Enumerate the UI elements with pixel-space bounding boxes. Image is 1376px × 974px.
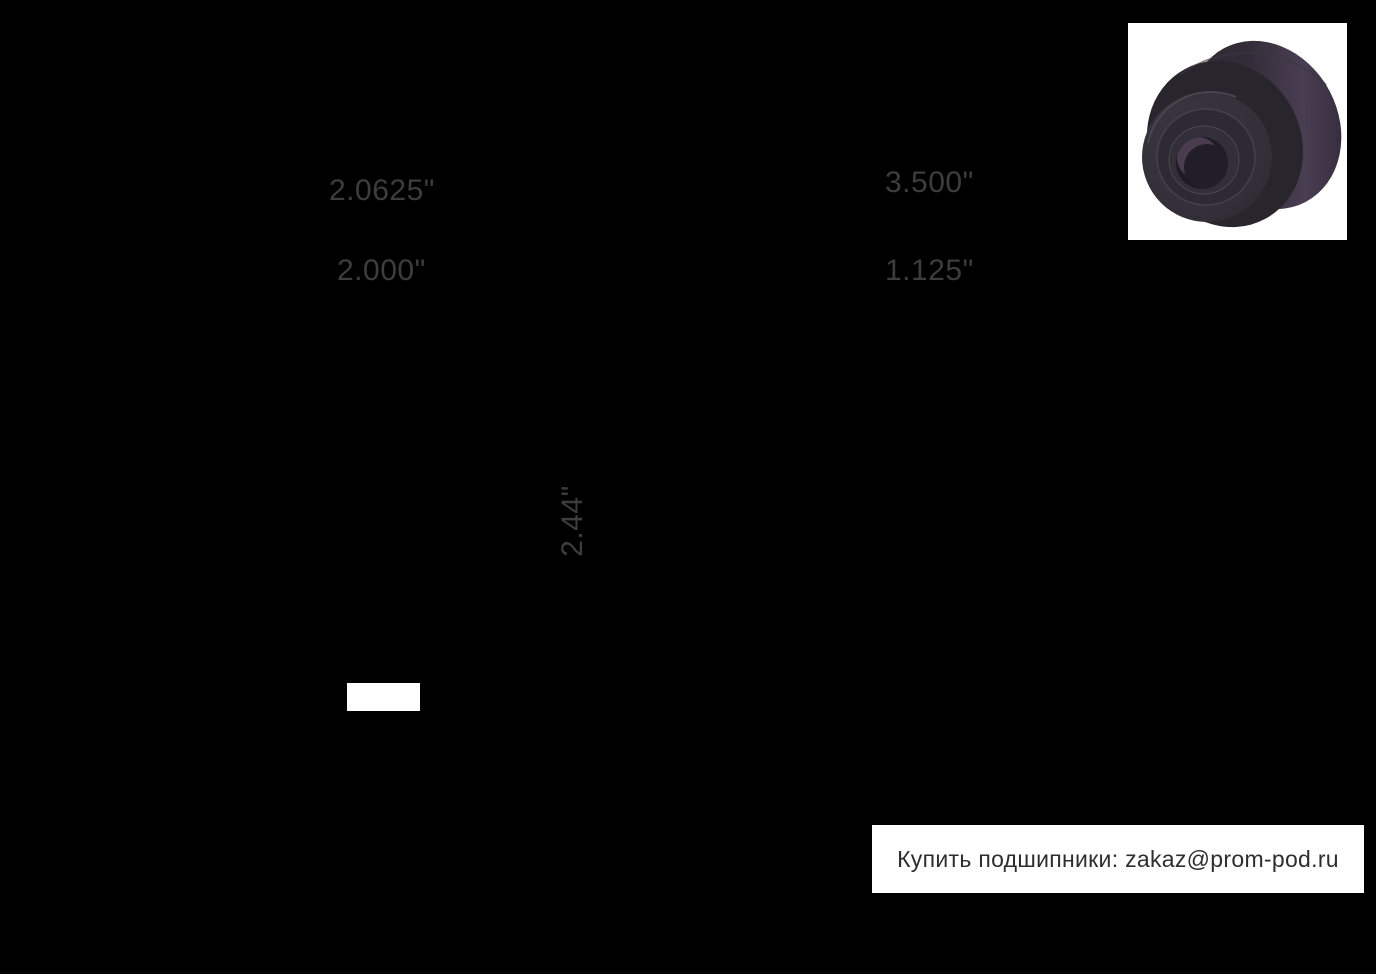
bearing-image — [1128, 23, 1347, 240]
dim-label-2-000: 2.000" — [337, 254, 426, 287]
dim-label-2-0625: 2.0625" — [329, 174, 435, 207]
dim-label-2-44-vertical: 2.44" — [556, 485, 589, 557]
dim-label-3-500: 3.500" — [885, 166, 974, 199]
dim-label-1-125: 1.125" — [885, 254, 974, 287]
blank-white-patch — [347, 683, 420, 711]
contact-banner — [872, 825, 1364, 893]
product-photo-card — [1128, 23, 1347, 240]
contact-text: Купить подшипники: zakaz@prom-pod.ru — [897, 845, 1339, 872]
